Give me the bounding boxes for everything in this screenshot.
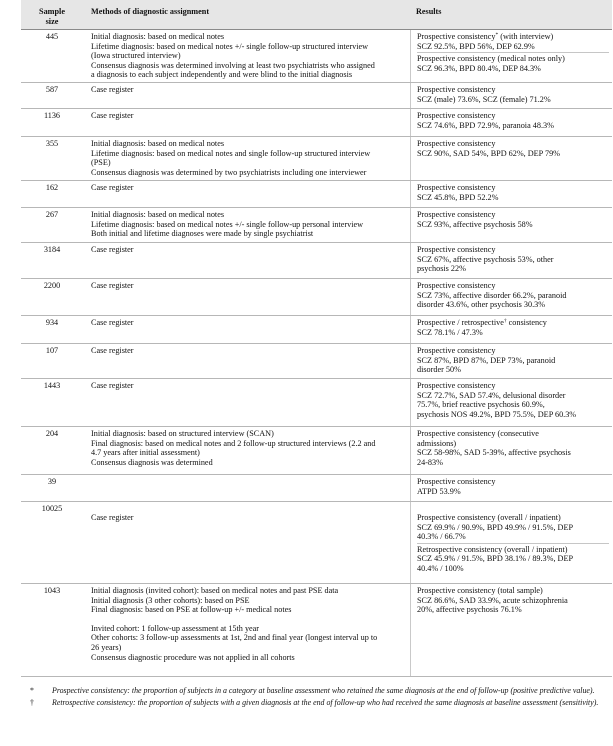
- results-line: SCZ 92.5%, BPD 56%, DEP 62.9%: [417, 41, 535, 51]
- methods-line: (PSE): [91, 158, 111, 168]
- sample-size-cell: 355: [45, 139, 59, 148]
- results-line: Prospective consistency: [417, 281, 496, 290]
- methods-line: Consensus diagnosis was determined involving at least two psychiatrists who assigned: [91, 60, 375, 70]
- methods-cell: [83, 83, 410, 108]
- results-line: psychosis 22%: [417, 264, 466, 274]
- sample-size-cell: 107: [45, 346, 59, 355]
- sample-size-cell: 162: [45, 183, 59, 192]
- sample-size-cell: 3184: [43, 245, 61, 254]
- table-row: [21, 208, 612, 243]
- results-segment: [417, 111, 609, 130]
- methods-cell: [83, 109, 410, 136]
- blank-line: [91, 504, 406, 513]
- results-line: SCZ 74.6%, BPD 72.9%, paranoia 48.3%: [417, 120, 554, 130]
- results-segment: [417, 32, 609, 51]
- methods-line: Lifetime diagnosis: based on medical notes +/- single follow-up structured interview: [91, 41, 369, 51]
- results-line: 24-83%: [417, 457, 443, 467]
- sample-size-cell: 1043: [43, 586, 61, 595]
- results-line: Prospective consistency (overall / inpatient): [417, 513, 561, 522]
- methods-line: Lifetime diagnosis: based on medical notes +/- single follow-up personal interview: [91, 219, 364, 229]
- footnote: [24, 698, 610, 707]
- methods-line: 26 years): [91, 642, 122, 652]
- sample-size-cell: 1136: [43, 111, 61, 120]
- results-line: SCZ 93%, affective psychosis 58%: [417, 219, 533, 229]
- methods-cell: [83, 379, 410, 426]
- results-segment: [417, 543, 609, 574]
- methods-line: Case register: [91, 346, 134, 355]
- results-line: Retrospective consistency (overall / inpatient): [417, 544, 568, 554]
- header-size-line-2: size: [45, 16, 59, 26]
- sample-size-cell: 204: [45, 429, 59, 438]
- methods-line: Both initial and lifetime diagnoses were made by single psychiatrist: [91, 229, 314, 239]
- results-line: Prospective consistency: [417, 139, 496, 148]
- results-line: SCZ 96.3%, BPD 80.4%, DEP 84.3%: [417, 63, 541, 73]
- methods-line: Consensus diagnosis was determined by two psychiatrists including one interviewer: [91, 167, 367, 177]
- methods-line: Other cohorts: 3 follow-up assessments at 1st, 2nd and final year (longest interval up to: [91, 633, 378, 643]
- methods-cell: [83, 243, 410, 278]
- results-line: 20%, affective psychosis 76.1%: [417, 605, 522, 615]
- results-segment: [417, 346, 609, 375]
- results-line: Prospective consistency: [417, 210, 496, 219]
- sample-size-cell: 587: [45, 85, 59, 94]
- results-line: psychosis NOS 49.2%, BPD 75.5%, DEP 60.3%: [417, 409, 577, 419]
- methods-line: Case register: [91, 318, 134, 327]
- results-segment: [417, 281, 609, 310]
- methods-cell: [83, 475, 410, 501]
- results-cell: [410, 30, 612, 82]
- results-line: SCZ 90%, SAD 54%, BPD 62%, DEP 79%: [417, 148, 560, 158]
- methods-line: 4.7 years after initial assessment): [91, 448, 200, 458]
- results-line: ATPD 53.9%: [417, 486, 461, 496]
- blank-line: [91, 615, 406, 624]
- table-row: [21, 83, 612, 109]
- results-line: Prospective consistency: [417, 245, 496, 254]
- table-row: [21, 243, 612, 279]
- methods-cell: [83, 344, 410, 378]
- header-size-line-1: Sample: [39, 7, 65, 16]
- table-row: [21, 316, 612, 344]
- footnote: [24, 686, 610, 695]
- results-line: SCZ 45.8%, BPD 52.2%: [417, 192, 499, 202]
- results-segment: [417, 139, 609, 158]
- results-cell: [410, 243, 612, 278]
- table-header: [21, 0, 612, 30]
- table-row: [21, 584, 612, 677]
- methods-line: Consensus diagnostic procedure was not applied in all cohorts: [91, 652, 295, 662]
- footnote-text: Retrospective consistency: the proportion of subjects with a given diagnosis at the end of follow-up who had received the same diagnosis at baseline assessment (sensitivity).: [52, 698, 599, 708]
- table-row: [21, 502, 612, 584]
- header-sample-size: [21, 0, 83, 29]
- methods-cell: [83, 30, 410, 82]
- methods-cell: [83, 502, 410, 583]
- results-line: 75.7%, brief reactive psychosis 60.9%,: [417, 400, 545, 410]
- table-row: [21, 427, 612, 475]
- results-segment: [417, 504, 609, 542]
- results-cell: [410, 109, 612, 136]
- methods-line: Case register: [91, 111, 134, 120]
- results-line: SCZ 67%, affective psychosis 53%, other: [417, 254, 554, 264]
- results-line: disorder 43.6%, other psychosis 30.3%: [417, 300, 546, 310]
- methods-line: a diagnosis to each subject independently and were blind to the initial diagnosis: [91, 70, 353, 80]
- methods-line: Invited cohort: 1 follow-up assessment at 15th year: [91, 623, 260, 633]
- footnote-mark: *: [30, 686, 34, 695]
- results-cell: [410, 502, 612, 583]
- methods-cell: [83, 181, 410, 207]
- methods-line: Final diagnosis: based on medical notes and 2 follow-up structured interviews (2.2 and: [91, 438, 376, 448]
- sample-size-cell: 934: [45, 318, 59, 327]
- methods-cell: [83, 584, 410, 676]
- methods-cell: [83, 427, 410, 474]
- table-row: [21, 181, 612, 208]
- methods-line: Case register: [91, 183, 134, 192]
- methods-cell: [83, 137, 410, 180]
- methods-cell: [83, 208, 410, 242]
- sample-size-cell: 39: [47, 477, 57, 486]
- sample-size-cell: 445: [45, 32, 59, 41]
- results-line: disorder 50%: [417, 365, 461, 375]
- methods-line: Case register: [91, 85, 134, 94]
- results-table: [21, 0, 612, 677]
- results-segment: [417, 183, 609, 202]
- footnote-mark: †: [30, 698, 34, 708]
- header-results: Results: [416, 7, 442, 16]
- results-line: Prospective consistency: [417, 381, 496, 390]
- table-row: [21, 379, 612, 427]
- results-line: SCZ 58-98%, SAD 5-39%, affective psychosis: [417, 448, 571, 458]
- results-line: Prospective consistency: [417, 85, 496, 94]
- table-row: [21, 344, 612, 379]
- results-cell: [410, 137, 612, 180]
- table-row: [21, 475, 612, 502]
- results-line: 40.3% / 66.7%: [417, 532, 466, 542]
- methods-line: Initial diagnosis: based on medical notes: [91, 210, 225, 219]
- results-line: admissions): [417, 438, 457, 448]
- results-cell: [410, 379, 612, 426]
- results-line: SCZ 78.1% / 47.3%: [417, 327, 483, 337]
- table-row: [21, 30, 612, 83]
- results-cell: [410, 316, 612, 343]
- results-cell: [410, 279, 612, 315]
- table-row: [21, 137, 612, 181]
- results-cell: [410, 427, 612, 474]
- results-segment: [417, 85, 609, 104]
- sample-size-cell: 1443: [43, 381, 61, 390]
- results-segment: [417, 477, 609, 496]
- sample-size-cell: 10025: [41, 504, 63, 513]
- results-line: Prospective consistency (consecutive: [417, 429, 539, 438]
- methods-line: Initial diagnosis: based on medical notes: [91, 139, 225, 148]
- results-cell: [410, 83, 612, 108]
- table-row: [21, 109, 612, 137]
- methods-cell: [83, 316, 410, 343]
- results-cell: [410, 475, 612, 501]
- results-cell: [410, 181, 612, 207]
- results-line: Prospective / retrospective† consistency: [417, 318, 547, 327]
- results-line: Prospective consistency* (with interview): [417, 32, 554, 41]
- results-line: Prospective consistency (medical notes only): [417, 54, 565, 64]
- methods-line: Initial diagnosis (invited cohort): based on medical notes and past PSE data: [91, 586, 339, 595]
- results-line: Prospective consistency: [417, 111, 496, 120]
- sample-size-cell: 2200: [43, 281, 61, 290]
- methods-line: Lifetime diagnosis: based on medical notes and single follow-up structured interview: [91, 148, 371, 158]
- results-cell: [410, 208, 612, 242]
- footnote-text: Prospective consistency: the proportion of subjects in a category at baseline assessment who retained the same diagnosis at the end of follow-up (positive predictive value).: [52, 686, 595, 695]
- methods-line: Final diagnosis: based on PSE at follow-up +/- medical notes: [91, 605, 292, 615]
- results-segment: [417, 245, 609, 274]
- results-line: SCZ 87%, BPD 87%, DEP 73%, paranoid: [417, 355, 556, 365]
- methods-line: Case register: [91, 281, 134, 290]
- methods-line: Case register: [91, 513, 134, 522]
- results-cell: [410, 344, 612, 378]
- methods-line: Consensus diagnosis was determined: [91, 457, 213, 467]
- results-line: Prospective consistency: [417, 346, 496, 355]
- results-line: SCZ (male) 73.6%, SCZ (female) 71.2%: [417, 94, 551, 104]
- results-line: SCZ 86.6%, SAD 33.9%, acute schizophrenia: [417, 595, 568, 605]
- sample-size-cell: 267: [45, 210, 59, 219]
- results-line: SCZ 72.7%, SAD 57.4%, delusional disorder: [417, 390, 566, 400]
- results-line: 40.4% / 100%: [417, 563, 464, 573]
- table-row: [21, 279, 612, 316]
- header-methods: Methods of diagnostic assignment: [91, 7, 210, 16]
- methods-line: Case register: [91, 381, 134, 390]
- results-segment: [417, 52, 609, 73]
- results-line: Prospective consistency: [417, 183, 496, 192]
- methods-line: Initial diagnosis: based on medical notes: [91, 32, 225, 41]
- methods-line: (Iowa structured interview): [91, 51, 181, 61]
- results-segment: [417, 381, 609, 419]
- methods-cell: [83, 279, 410, 315]
- results-segment: [417, 210, 609, 229]
- blank-line: [417, 504, 609, 513]
- results-line: SCZ 73%, affective disorder 66.2%, paranoid: [417, 290, 567, 300]
- results-segment: [417, 429, 609, 467]
- methods-line: Initial diagnosis (3 other cohorts): based on PSE: [91, 595, 250, 605]
- results-segment: [417, 318, 609, 337]
- results-segment: [417, 586, 609, 615]
- results-line: SCZ 45.9% / 91.5%, BPD 38.1% / 89.3%, DEP: [417, 554, 574, 564]
- results-line: Prospective consistency (total sample): [417, 586, 543, 595]
- methods-line: Initial diagnosis: based on structured interview (SCAN): [91, 429, 274, 438]
- footnotes: [24, 686, 610, 711]
- methods-line: Case register: [91, 245, 134, 254]
- results-cell: [410, 584, 612, 676]
- table-body: [21, 30, 612, 677]
- results-line: Prospective consistency: [417, 477, 496, 486]
- results-line: SCZ 69.9% / 90.9%, BPD 49.9% / 91.5%, DEP: [417, 522, 574, 532]
